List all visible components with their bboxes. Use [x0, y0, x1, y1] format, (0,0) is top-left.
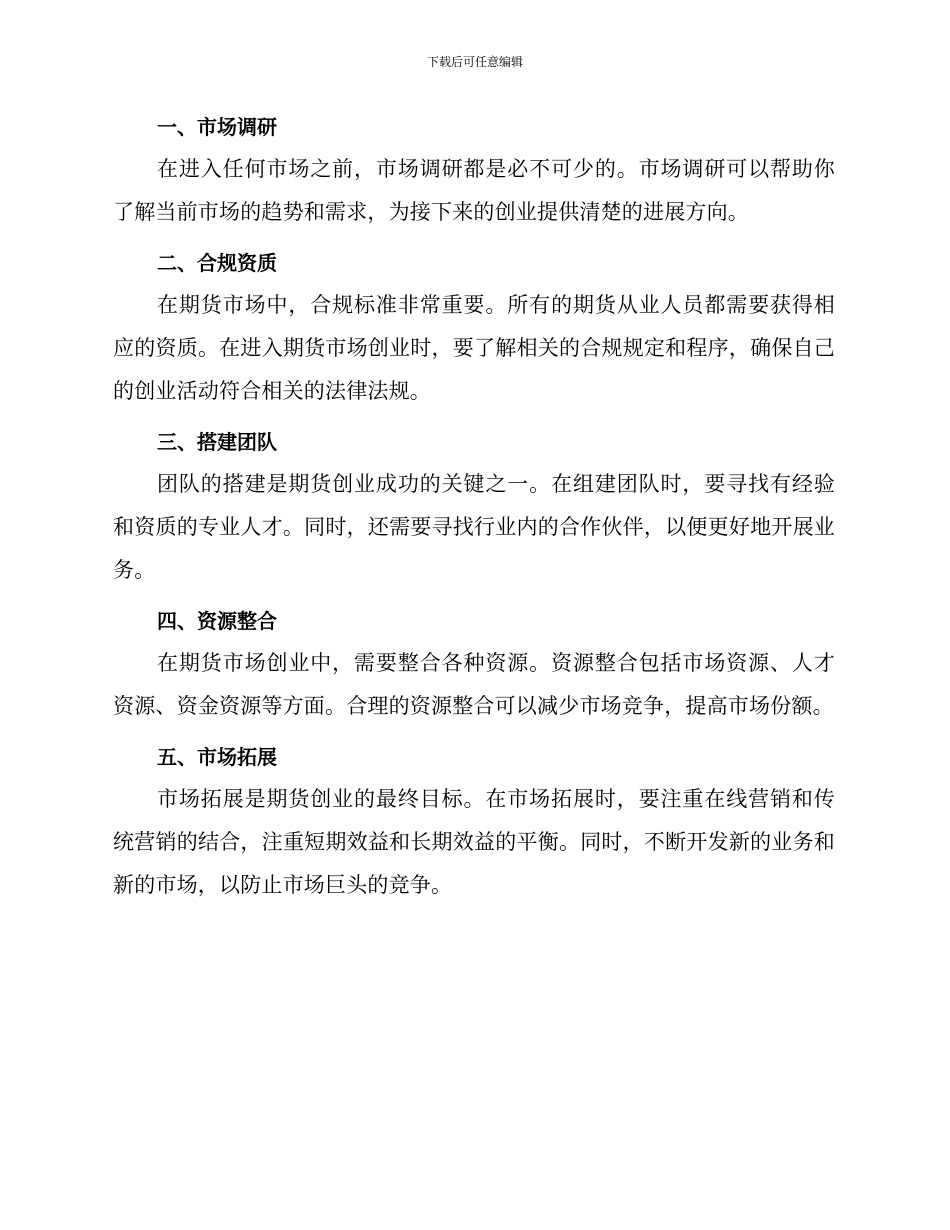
section-heading: 一、市场调研: [157, 115, 277, 139]
section-heading: 五、市场拓展: [157, 745, 277, 769]
section-heading: 二、合规资质: [157, 251, 277, 275]
section-heading: 四、资源整合: [157, 609, 277, 633]
header-note: 下载后可任意编辑: [426, 55, 523, 69]
section-body: 在期货市场创业中，需要整合各种资源。资源整合包括市场资源、人才资源、资金资源等方面。合理的资源整合可以减少市场竞争，提高市场份额。: [113, 651, 835, 718]
section-market-expansion: [113, 736, 835, 907]
section-body: 市场拓展是期货创业的最终目标。在市场拓展时，要注重在线营销和传统营销的结合，注重短期效益和长期效益的平衡。同时，不断开发新的业务和新的市场，以防止市场巨头的竞争。: [113, 787, 835, 897]
section-body: 团队的搭建是期货创业成功的关键之一。在组建团队时，要寻找有经验和资质的专业人才。同时，还需要寻找行业内的合作伙伴，以便更好地开展业务。: [113, 472, 835, 582]
document-content: [113, 106, 835, 915]
section-compliance-qualification: [113, 242, 835, 413]
section-resource-integration: [113, 600, 835, 728]
section-heading: 三、搭建团队: [157, 430, 277, 454]
section-body: 在进入任何市场之前，市场调研都是必不可少的。市场调研可以帮助你了解当前市场的趋势和需求，为接下来的创业提供清楚的进展方向。: [113, 157, 835, 224]
section-team-building: [113, 421, 835, 592]
section-market-research: [113, 106, 835, 234]
section-body: 在期货市场中，合规标准非常重要。所有的期货从业人员都需要获得相应的资质。在进入期货市场创业时，要了解相关的合规规定和程序，确保自己的创业活动符合相关的法律法规。: [113, 293, 835, 403]
